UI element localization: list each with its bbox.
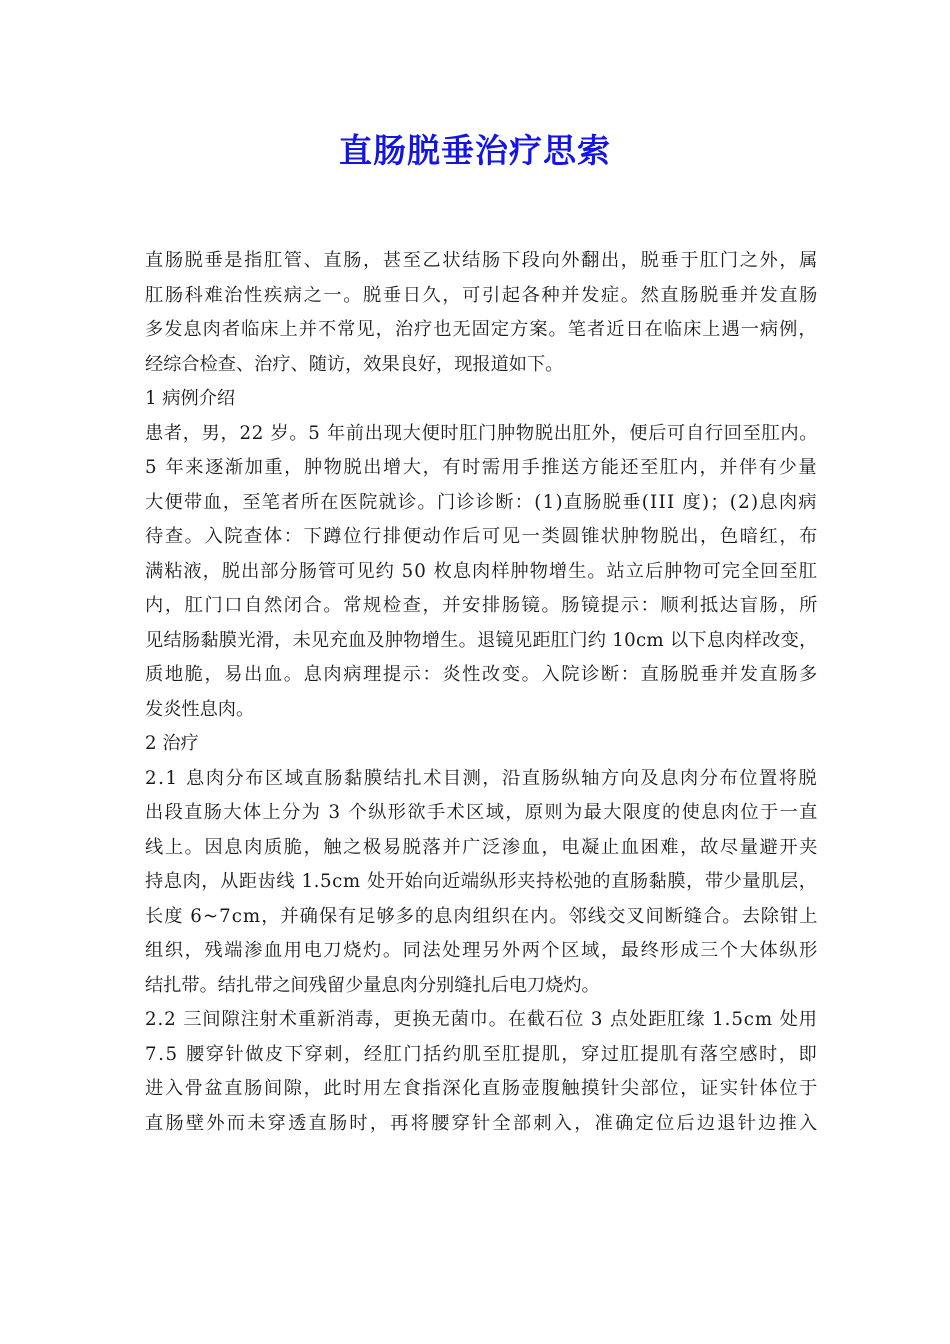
body-text-line: 待查。入院查体：下蹲位行排便动作后可见一类圆锥状肿物脱出，色暗红，布 [145,526,819,547]
body-text-line: 2 治疗 [145,733,199,754]
body-text-line: 长度 6~7cm，并确保有足够多的息肉组织在内。邻线交叉间断缝合。去除钳上 [145,905,819,927]
body-text-line: 结扎带。结扎带之间残留少量息肉分别缝扎后电刀烧灼。 [145,974,600,996]
document-body [145,244,820,1141]
body-text-line: 5 年来逐渐加重，肿物脱出增大，有时需用手推送方能还至肛内，并伴有少量 [145,457,819,478]
body-text-line: 线上。因息肉质脆，触之极易脱落并广泛渗血，电凝止血困难，故尽量避开夹 [145,836,819,858]
body-text-line: 1 病例介绍 [145,388,236,409]
body-text-line: 2.2 三间隙注射术重新消毒，更换无菌巾。在截石位 3 点处距肛缘 1.5cm 处用 [145,1009,818,1030]
body-text-line: 组织，残端渗血用电刀烧灼。同法处理另外两个区域，最终形成三个大体纵形 [145,940,819,961]
body-text-line: 7.5 腰穿针做皮下穿刺，经肛门括约肌至肛提肌，穿过肛提肌有落空感时，即 [145,1043,819,1065]
body-text-line: 患者，男，22 岁。5 年前出现大便时肛门肿物脱出肛外，便后可自行回至肛内。 [145,422,819,444]
body-text-line: 2.1 息肉分布区域直肠黏膜结扎术目测，沿直肠纵轴方向及息肉分布位置将脱 [145,767,819,789]
body-text-line: 大便带血，至笔者所在医院就诊。门诊诊断：(1)直肠脱垂(III 度)；(2)息肉病 [145,491,818,513]
body-text-line: 直肠壁外而未穿透直肠时，再将腰穿针全部刺入，准确定位后边退针边推入 [145,1112,820,1134]
body-text-line: 进入骨盆直肠间隙，此时用左食指深化直肠壶腹触摸针尖部位，证实针体位于 [145,1078,819,1099]
body-text-line: 内，肛门口自然闭合。常规检查，并安排肠镜。肠镜提示：顺利抵达盲肠，所 [145,595,819,616]
body-text-line: 直肠脱垂是指肛管、直肠，甚至乙状结肠下段向外翻出，脱垂于肛门之外，属 [145,250,819,271]
body-text-line: 持息肉，从距齿线 1.5cm 处开始向近端纵形夹持松弛的直肠黏膜，带少量肌层， [145,871,818,892]
body-text-line: 质地脆，易出血。息肉病理提示：炎性改变。入院诊断：直肠脱垂并发直肠多 [145,664,819,685]
document-title: 直肠脱垂治疗思索 [339,131,611,170]
body-text-line: 见结肠黏膜光滑，未见充血及肿物增生。退镜见距肛门约 10cm 以下息肉样改变， [145,629,818,651]
body-text-line: 发炎性息肉。 [145,698,255,720]
body-text-line: 经综合检查、治疗、随访，效果良好，现报道如下。 [145,353,564,375]
body-text-line: 肛肠科难治性疾病之一。脱垂日久，可引起各种并发症。然直肠脱垂并发直肠 [145,284,819,306]
body-text-line: 满粘液，脱出部分肠管可见约 50 枚息肉样肿物增生。站立后肿物可完全回至肛 [145,560,818,582]
body-text-line: 出段直肠大体上分为 3 个纵形欲手术区域，原则为最大限度的使息肉位于一直 [145,802,819,823]
body-text-line: 多发息肉者临床上并不常见，治疗也无固定方案。笔者近日在临床上遇一病例， [145,319,818,340]
